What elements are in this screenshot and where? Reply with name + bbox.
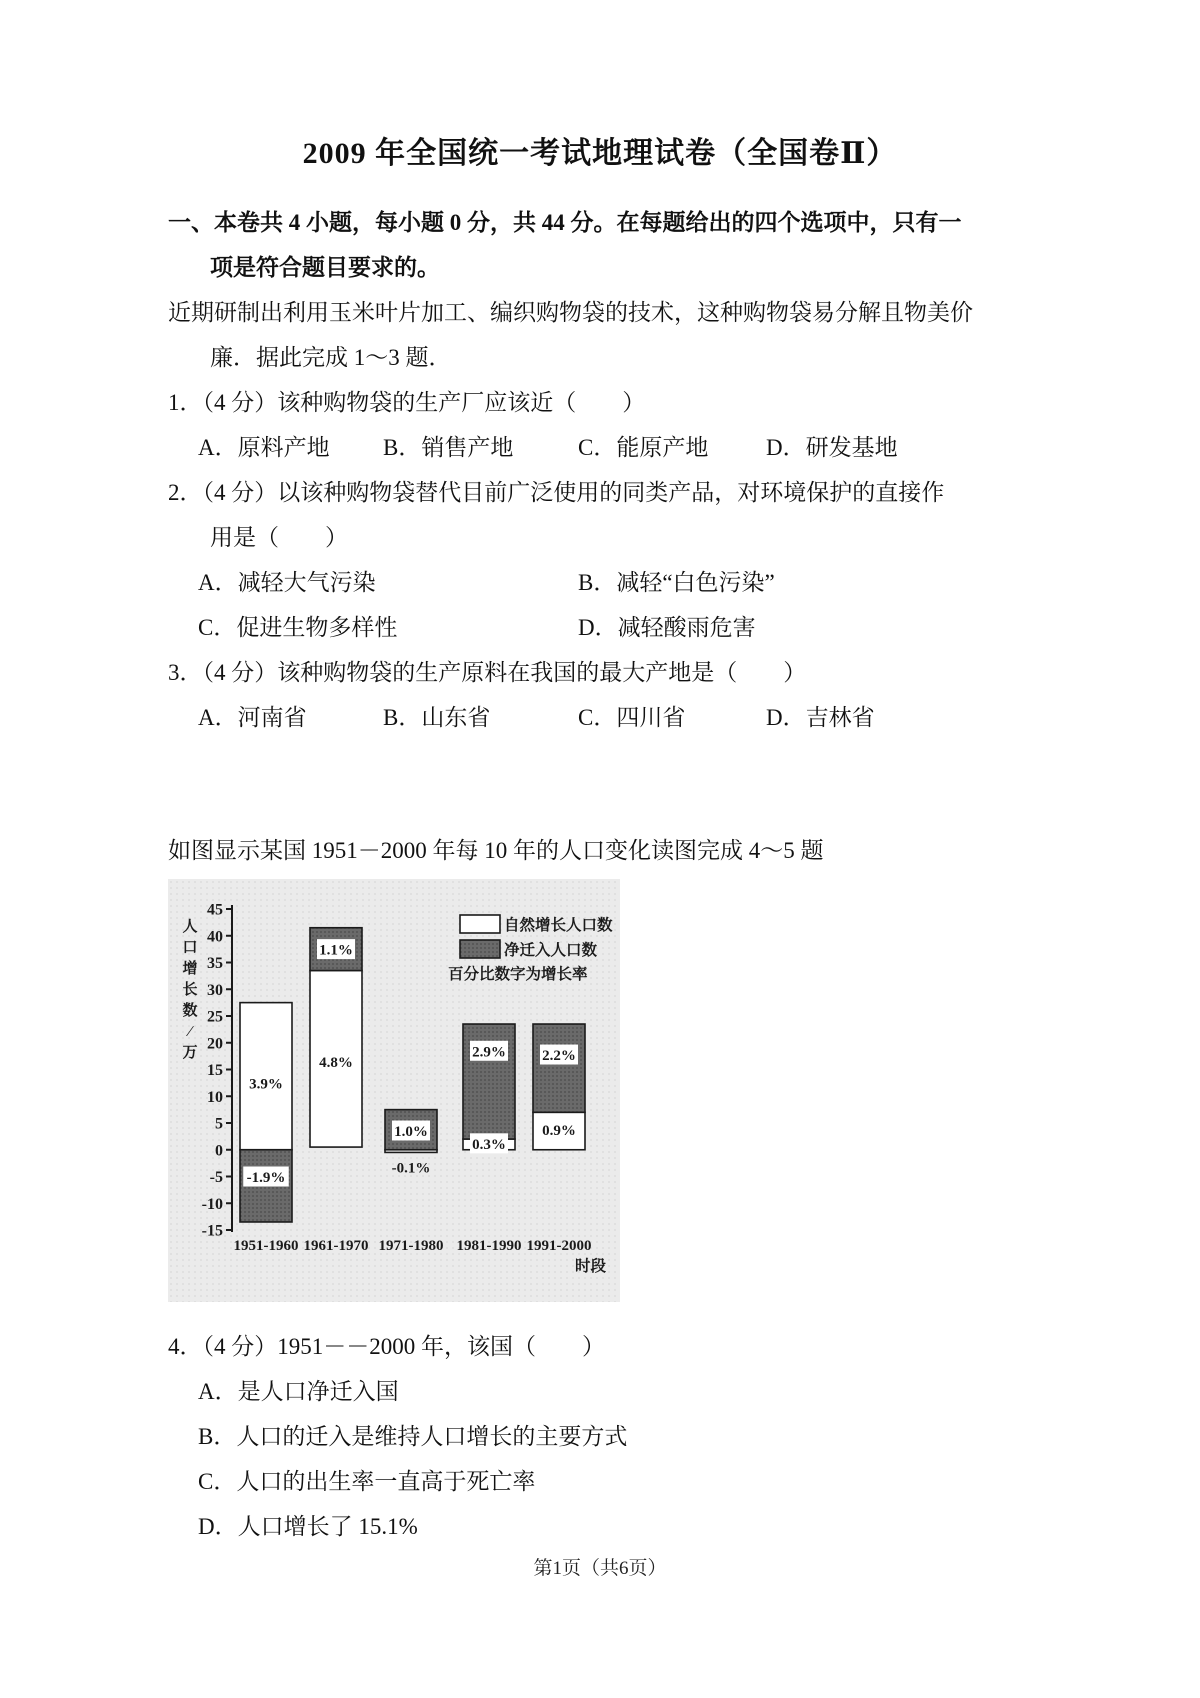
y-tick-label: 15 [207,1062,223,1079]
y-tick-label: 10 [207,1088,223,1106]
bar-percent-label: 0.3% [472,1136,506,1153]
bar-percent-label: 1.0% [394,1123,428,1140]
bar-percent-label: 2.2% [542,1048,576,1065]
bar-percent-label: 3.9% [249,1076,283,1093]
passage [168,290,1032,380]
option-b: B．销售产地 [383,435,514,460]
bar-percent-label: -1.9% [246,1170,286,1186]
question-4-text: 4．（4 分）1951－－2000 年，该国（ ） [168,1334,605,1359]
option-a: A．原料产地 [198,435,330,460]
x-tick-label: 1971-1980 [378,1238,444,1254]
y-tick-label: -5 [209,1169,223,1186]
y-axis-label-char: 数 [182,1003,198,1019]
option-c: C．促进生物多样性 [198,615,398,640]
y-tick-label: 5 [215,1115,223,1133]
y-axis-label-char: 万 [182,1045,198,1061]
question-4 [168,1324,1032,1549]
option-d: D．人口增长了 15.1% [198,1514,418,1539]
y-tick-label: 25 [207,1008,223,1026]
x-tick-label: 1951-1960 [233,1238,299,1254]
section-heading [168,200,1032,290]
y-tick-label: 35 [207,955,223,972]
y-axis-label-char: 人 [182,919,198,935]
x-axis-label: 时段 [574,1258,606,1275]
legend-swatch-natural [460,915,500,933]
bar-percent-label: -0.1% [391,1160,431,1177]
y-tick-label: 30 [207,981,223,999]
option-d: D．减轻酸雨危害 [578,615,756,640]
question-2-text-line1: 2．（4 分）以该种购物袋替代目前广泛使用的同类产品，对环境保护的直接作 [168,480,945,505]
passage-line2: 廉．据此完成 1～3 题． [210,345,452,370]
x-tick-label: 1981-1990 [456,1238,522,1254]
legend-label: 自然增长人口数 [504,917,613,934]
bar-percent-label: 4.8% [319,1054,353,1071]
x-tick-label: 1961-1970 [303,1238,369,1254]
bar-percent-label: 1.1% [319,942,353,959]
y-axis-label-char: 口 [182,940,198,956]
legend-swatch-migration [460,940,500,958]
y-tick-label: 20 [207,1035,223,1053]
y-tick-label: 45 [207,901,223,919]
legend-note: 百分比数字为增长率 [448,966,588,983]
question-3-text: 3．（4 分）该种购物袋的生产原料在我国的最大产地是（ ） [168,660,807,685]
y-tick-label: 0 [215,1142,223,1160]
y-axis-label-char: ∕ [188,1024,192,1040]
question-2-text-line2: 用是（ ） [210,525,348,550]
y-tick-label: 40 [207,928,223,946]
option-c: C．四川省 [578,705,686,730]
x-tick-label: 1991-2000 [526,1238,592,1254]
section-heading-line2: 项是符合题目要求的。 [210,255,440,280]
option-a: A．减轻大气污染 [198,570,376,595]
option-b: B．山东省 [383,705,491,730]
option-b: B．减轻“白色污染” [578,570,775,595]
legend-label: 净迁入人口数 [504,942,598,959]
option-a: A．是人口净迁入国 [198,1379,399,1404]
question-3 [168,650,1032,740]
bar-percent-label: 0.9% [542,1122,576,1139]
option-a: A．河南省 [198,705,307,730]
bar-percent-label: 2.9% [472,1044,506,1061]
question-2 [168,470,1032,650]
question-3-options [198,695,1032,740]
option-d: D．吉林省 [766,705,875,730]
y-tick-label: -15 [201,1222,223,1240]
page-title: 2009 年全国统一考试地理试卷（全国卷Ⅱ） [302,137,898,170]
question-1 [168,380,1032,470]
question-1-options [198,425,1032,470]
section-heading-line1: 一、本卷共 4 小题，每小题 0 分，共 44 分。在每题给出的四个选项中，只有一 [168,210,962,235]
option-c: C．能原产地 [578,435,709,460]
passage-line1: 近期研制出利用玉米叶片加工、编织购物袋的技术，这种购物袋易分解且物美价 [168,300,973,325]
population-change-chart-svg [168,879,620,1297]
question-1-text: 1．（4 分）该种购物袋的生产厂应该近（ ） [168,390,646,415]
page-number: 第1页（共6页） [533,1558,667,1579]
question-2-options-row2 [198,605,1032,650]
y-axis-label-char: 增 [182,961,198,977]
bar-segment-migration [533,1024,585,1112]
chart-intro-text: 如图显示某国 1951－2000 年每 10 年的人口变化读图完成 4～5 题 [168,838,824,863]
population-change-chart [168,879,620,1302]
question-2-options-row1 [198,560,1032,605]
option-d: D．研发基地 [766,435,898,460]
option-b: B．人口的迁入是维持人口增长的主要方式 [198,1424,628,1449]
y-axis-label-char: 长 [182,982,198,998]
option-c: C．人口的出生率一直高于死亡率 [198,1469,536,1494]
y-tick-label: -10 [201,1195,223,1213]
